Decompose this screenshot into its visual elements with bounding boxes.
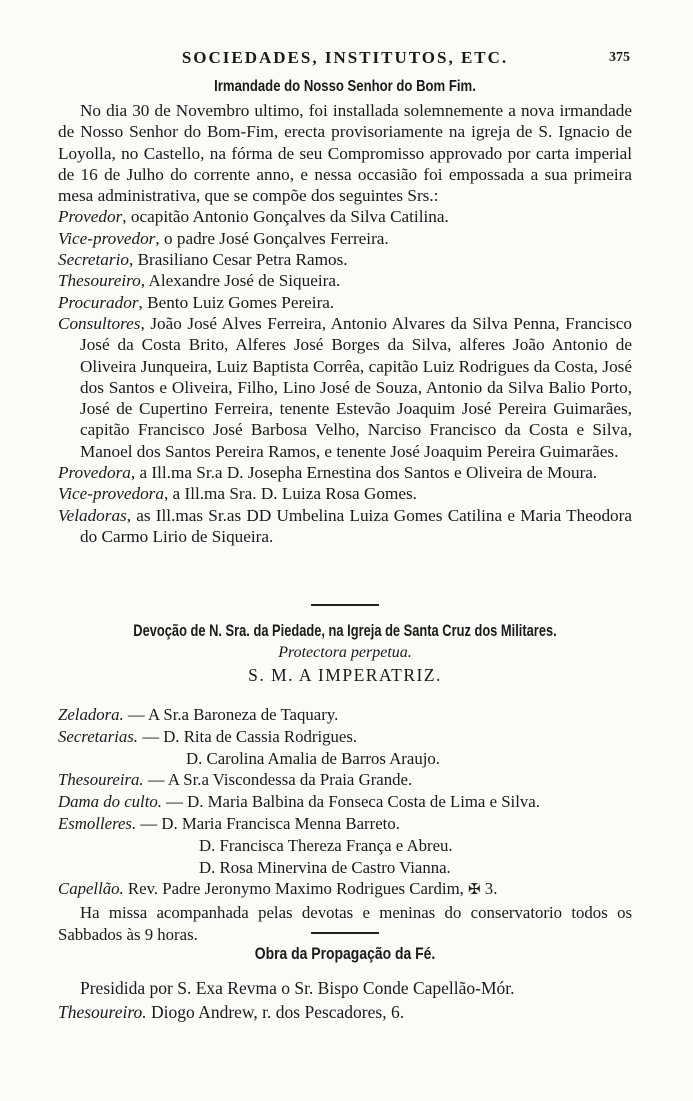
divider-2 — [58, 932, 632, 934]
entry-text: , ocapitão Antonio Gonçalves da Silva Catilina. — [122, 207, 449, 227]
esmolleres-row-3: D. Rosa Minervina de Castro Vianna. — [199, 857, 451, 877]
entry-thesoureiro — [58, 270, 632, 291]
row-text: Diogo Andrew, r. dos Pescadores, 6. — [146, 1002, 405, 1022]
entry-secretario — [58, 249, 632, 270]
running-title: SOCIEDADES, INSTITUTOS, ETC. — [181, 48, 509, 67]
entry-text: , a Ill.ma Sra. D. Luiza Rosa Gomes. — [163, 484, 417, 504]
row-text: 3. — [480, 879, 498, 899]
entry-label: Provedora — [58, 463, 131, 483]
entry-text: , Alexandre José de Siqueira. — [140, 271, 341, 291]
capellao-row — [58, 878, 632, 902]
row-label: Capellão. — [58, 879, 124, 899]
devocao-list — [58, 704, 632, 946]
obra-body — [58, 976, 632, 1024]
esmolleres-row-2: D. Francisca Thereza França e Abreu. — [199, 835, 453, 855]
row-label: Thesoureiro. — [58, 1002, 147, 1022]
obra-section — [58, 944, 632, 964]
entry-label: Vice-provedor — [58, 228, 156, 248]
dama-row — [58, 791, 632, 813]
entry-label: Provedor — [58, 207, 123, 227]
row-text: — D. Rita de Cassia Rodrigues. — [138, 726, 358, 746]
row-text: Rev. Padre Jeronymo Maximo Rodrigues Cardim, — [123, 879, 464, 899]
entry-provedor — [58, 206, 632, 227]
entry-text: , o padre José Gonçalves Ferreira. — [155, 228, 389, 248]
entry-label: Secretario — [58, 250, 129, 270]
entry-text: , as Ill.mas Sr.as DD Umbelina Luiza Gomes Catilina e Maria Theodora do Carmo Lirio de Siqueira. — [80, 505, 632, 546]
row-label: Esmolleres. — [58, 813, 137, 833]
entry-label: Procurador — [58, 292, 139, 312]
irmandade-body — [58, 100, 632, 547]
page-number: 375 — [609, 50, 630, 65]
irmandade-title: Irmandade do Nosso Senhor do Bom Fim. — [214, 78, 476, 95]
entry-provedora — [58, 462, 632, 483]
obra-title: Obra da Propagação da Fé. — [254, 944, 436, 963]
row-label: Zeladora. — [58, 705, 124, 724]
row-label: Secretarias. — [58, 726, 139, 746]
devocao-section — [58, 622, 632, 686]
entry-text: , Brasiliano Cesar Petra Ramos. — [128, 250, 348, 270]
row-text: — A Sr.a Baroneza de Taquary. — [123, 705, 339, 724]
entry-vice-provedor — [58, 228, 632, 249]
missa-text: Ha missa acompanhada pelas devotas e meninas do conservatorio todos os Sabbados às 9 horas. — [58, 903, 632, 944]
zeladora-row — [58, 704, 632, 726]
entry-label: Thesoureiro — [58, 271, 141, 291]
running-head — [60, 48, 630, 74]
entry-text: , Bento Luiz Gomes Pereira. — [138, 292, 335, 312]
section-rule — [311, 932, 379, 934]
section-rule — [311, 604, 379, 606]
cross-icon: ✠ — [468, 882, 481, 899]
entry-label: Vice-provedora — [58, 484, 164, 504]
devocao-title: Devoção de N. Sra. da Piedade, na Igreja de Santa Cruz dos Militares. — [133, 622, 557, 640]
row-text: — A Sr.a Viscondessa da Praia Grande. — [143, 770, 413, 790]
obra-presidida: Presidida por S. Exa Revma o Sr. Bispo Conde Capellão-Mór. — [80, 978, 515, 998]
protector-name: S. M. A IMPERATRIZ. — [248, 665, 442, 685]
row-label: Dama do culto. — [58, 792, 162, 812]
irmandade-section — [58, 78, 632, 96]
entry-label: Veladoras — [58, 505, 127, 525]
obra-thesoureiro-row — [58, 1000, 632, 1024]
entry-label: Consultores — [58, 313, 141, 333]
entry-veladoras — [58, 505, 632, 548]
secretarias-row-2: D. Carolina Amalia de Barros Araujo. — [186, 748, 440, 768]
entry-procurador — [58, 292, 632, 313]
entry-vice-provedora — [58, 483, 632, 504]
entry-text: , a Ill.ma Sr.a D. Josepha Ernestina dos Santos e Oliveira de Moura. — [130, 463, 598, 483]
protector-label: Protectora perpetua. — [278, 644, 412, 661]
row-text: — D. Maria Francisca Menna Barreto. — [136, 813, 400, 833]
irmandade-intro: No dia 30 de Novembro ultimo, foi installada solemnemente a nova irmandade de Nosso Senhor do Bom-Fim, erecta provisoriamente na igreja de S. Ignacio de Loyolla, no Castello, na fórma de seu Compromisso approvado por carta imperial de 16 de Julho do corrente anno, e nessa occasião foi empossada a sua primeira mesa administrativa, que se compõe dos seguintes Srs.: — [58, 101, 632, 206]
entry-consultores — [58, 313, 632, 462]
secretarias-row — [58, 726, 632, 748]
thesoureira-row — [58, 769, 632, 791]
divider — [58, 604, 632, 606]
esmolleres-row — [58, 813, 632, 835]
row-label: Thesoureira. — [58, 770, 144, 790]
entry-text: , João José Alves Ferreira, Antonio Alvares da Silva Penna, Francisco José da Costa Brito, Alferes José Borges da Silva, alferes João Antonio de Oliveira Junqueira, Luiz Baptista Corrêa, capitão Luiz Rodrigues da Costa, José dos Santos e Oliveira, Filho, Lino José de Souza, Antonio da Silva Balio Porto, José de Cupertino Ferreira, tenente Estevão Joaquim José Pereira Guimarães, capitão Francisco José Barbosa Velho, Narciso Francisco da Costa e Silva, Manoel dos Santos Pereira Ramos, e tenente José Joaquim Pereira Guimarães. — [80, 313, 632, 461]
row-text: — D. Maria Balbina da Fonseca Costa de Lima e Silva. — [161, 792, 540, 812]
